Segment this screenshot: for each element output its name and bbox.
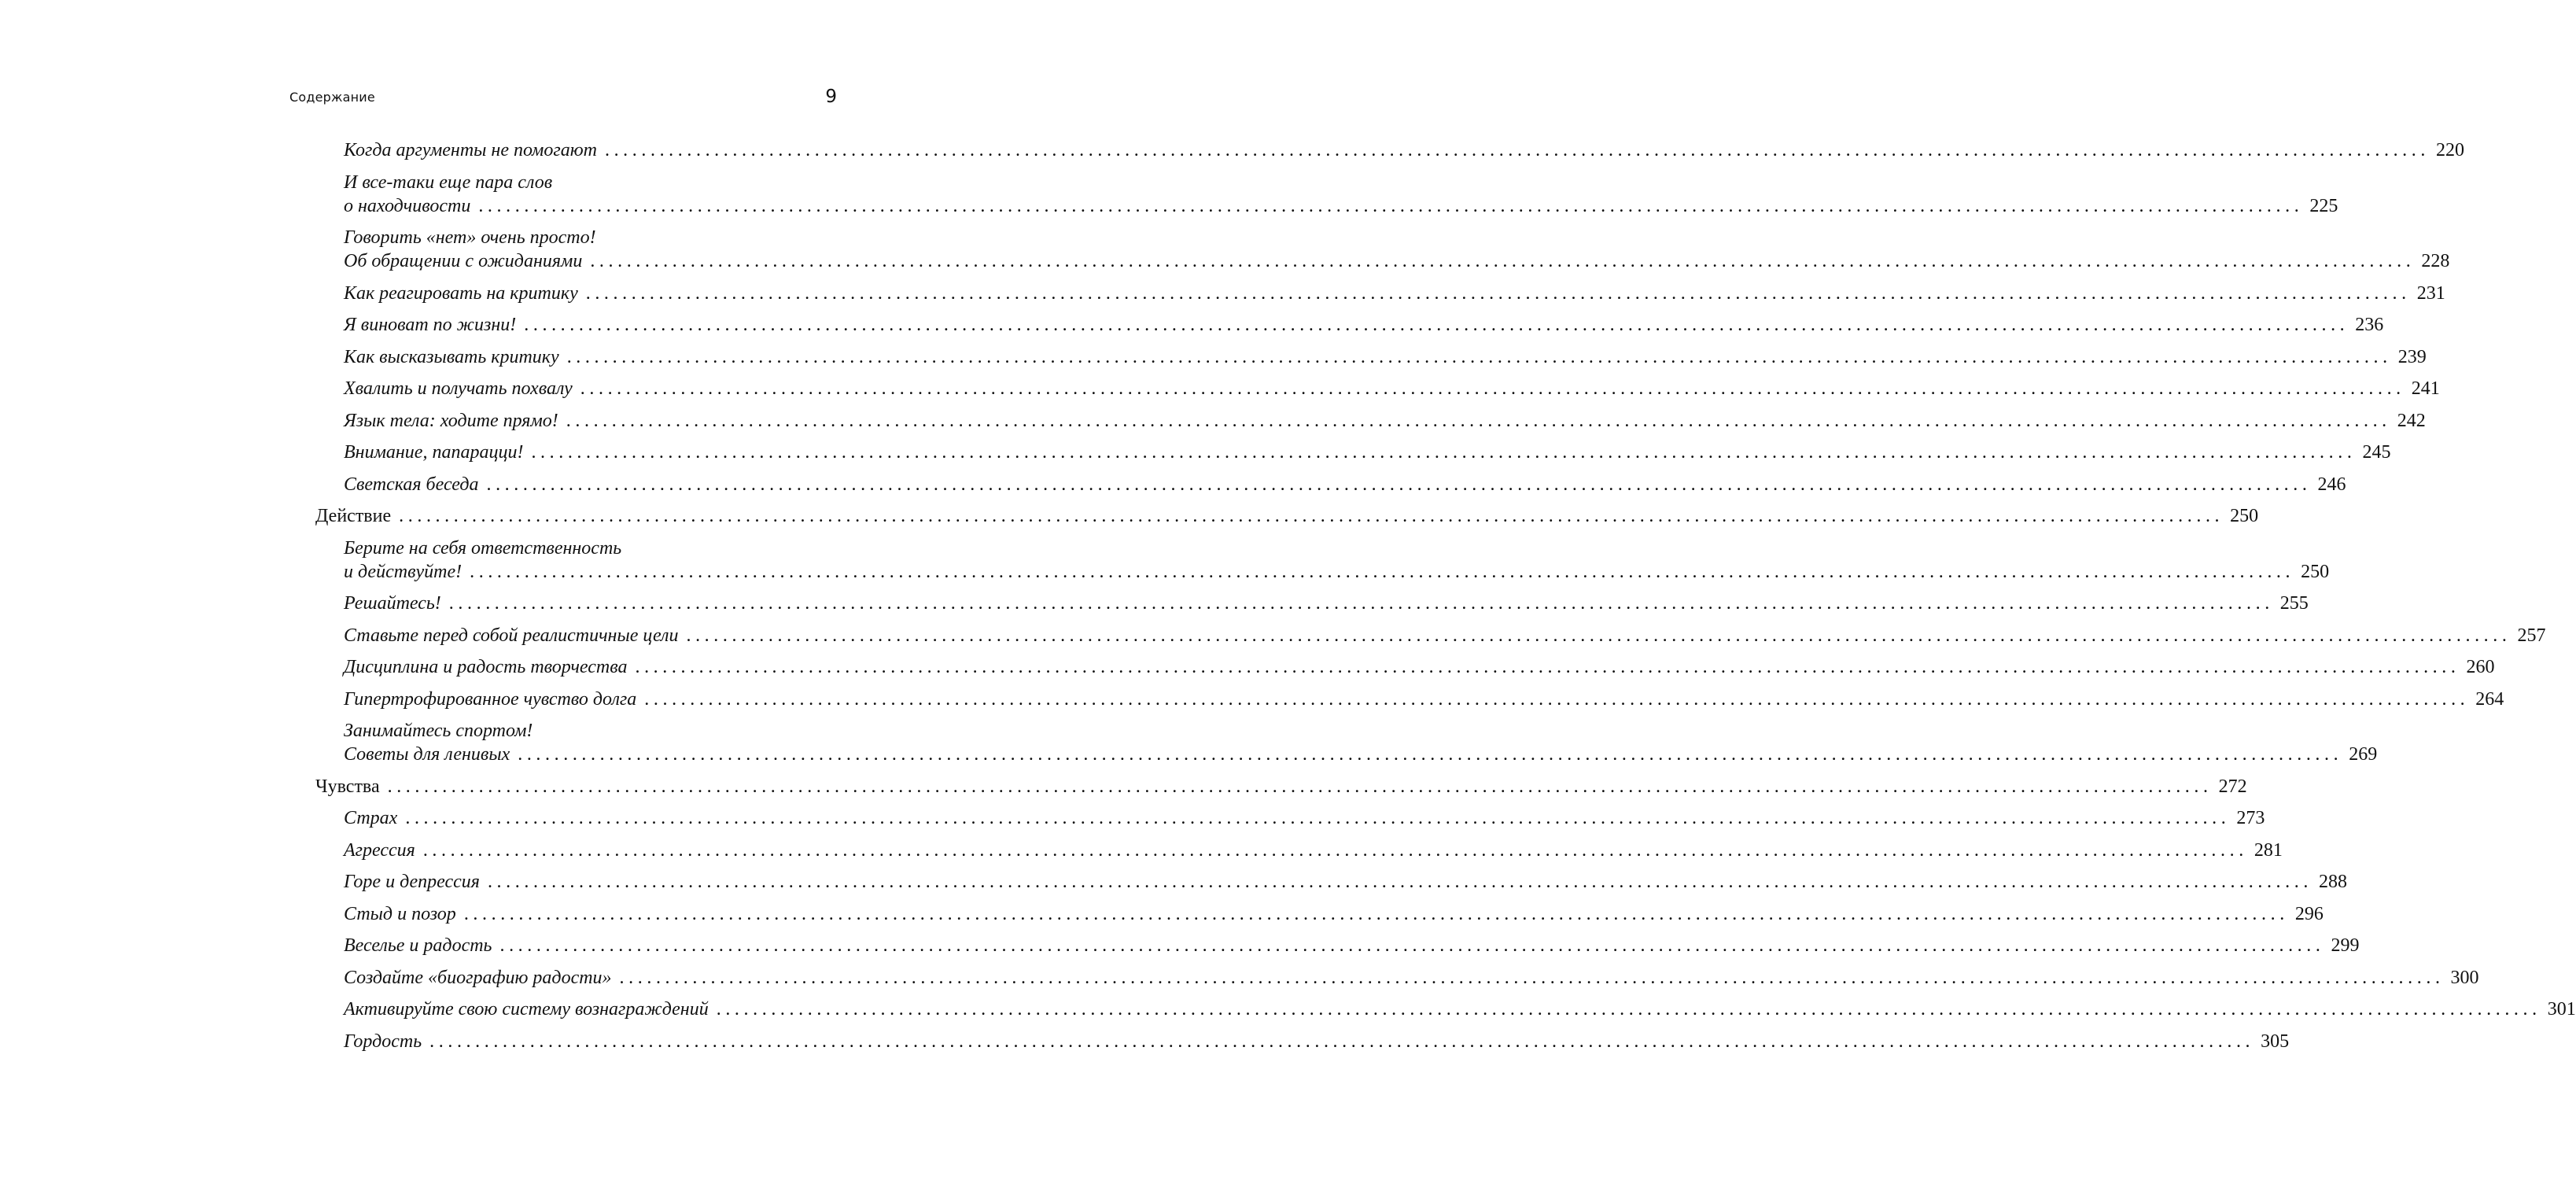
toc-entry-title: Горе и депрессия bbox=[344, 872, 480, 892]
toc-entry-title: Стыд и позор bbox=[344, 903, 456, 924]
dot-leader: ........................................................................................................................................................................................................ bbox=[486, 474, 2312, 495]
toc-entry bbox=[0, 473, 2346, 496]
toc-entry-page-number: 288 bbox=[2318, 872, 2347, 892]
toc-entry-page-number: 301 bbox=[2547, 999, 2576, 1020]
toc-entry-line bbox=[344, 688, 2504, 711]
toc-entry-title: Создайте «биографию радости» bbox=[344, 967, 612, 988]
toc-entry-line bbox=[344, 560, 2330, 584]
toc-entry-title: Когда аргументы не помогают bbox=[344, 140, 597, 160]
dot-leader: ........................................................................................................................................................................................................ bbox=[644, 688, 2470, 710]
dot-leader: ........................................................................................................................................................................................................ bbox=[566, 346, 2392, 367]
toc-entry bbox=[0, 313, 2384, 337]
toc-entry-line bbox=[344, 902, 2324, 926]
toc-entry bbox=[0, 1030, 2290, 1053]
toc-section-entry bbox=[0, 775, 2247, 798]
toc-entry-line bbox=[344, 624, 2546, 647]
toc-entry-line bbox=[344, 806, 2265, 830]
toc-entry-line bbox=[344, 282, 2445, 305]
toc-entry-line bbox=[344, 997, 2576, 1021]
toc-entry-line bbox=[344, 138, 2464, 162]
dot-leader: ........................................................................................................................................................................................................ bbox=[387, 776, 2213, 797]
toc-entry-page-number: 250 bbox=[2301, 561, 2330, 582]
toc-entry-title: Ставьте перед собой реалистичные цели bbox=[344, 625, 679, 646]
toc-entry bbox=[0, 138, 2464, 162]
dot-leader: ........................................................................................................................................................................................................ bbox=[566, 410, 2391, 431]
toc-entry-title: Активируйте свою систему вознаграждений bbox=[344, 999, 709, 1020]
toc-entry bbox=[0, 934, 2360, 957]
toc-entry bbox=[0, 441, 2391, 464]
toc-entry-title: Агрессия bbox=[344, 839, 415, 861]
dot-leader: ........................................................................................................................................................................................................ bbox=[405, 808, 2231, 828]
dot-leader: ........................................................................................................................................................................................................ bbox=[524, 315, 2349, 335]
toc-entry-title: Хвалить и получать похвалу bbox=[344, 378, 573, 399]
dot-leader: ........................................................................................................................................................................................................ bbox=[499, 935, 2325, 956]
dot-leader: ........................................................................................................................................................................................................ bbox=[463, 903, 2289, 924]
dot-leader: ........................................................................................................................................................................................................ bbox=[580, 378, 2405, 399]
toc-entry-page-number: 273 bbox=[2236, 808, 2265, 828]
toc-entry bbox=[0, 345, 2427, 369]
page-number: 9 bbox=[825, 87, 837, 107]
toc-entry bbox=[0, 655, 2495, 679]
toc-entry bbox=[0, 719, 2378, 766]
toc-entry-page-number: 269 bbox=[2349, 744, 2378, 765]
toc-entry-title: Страх bbox=[344, 808, 398, 828]
toc-entry-page-number: 239 bbox=[2397, 346, 2427, 367]
dot-leader: ........................................................................................................................................................................................................ bbox=[619, 967, 2445, 988]
dot-leader: ........................................................................................................................................................................................................ bbox=[585, 282, 2411, 304]
dot-leader: ........................................................................................................................................................................................................ bbox=[716, 999, 2541, 1020]
toc-entry-line bbox=[344, 592, 2309, 615]
toc-entry-title-line: Занимайтесь спортом! bbox=[344, 721, 533, 741]
toc-entry-line bbox=[344, 743, 2378, 766]
toc-entry-title: Чувства bbox=[315, 776, 380, 797]
toc-entry-page-number: 260 bbox=[2466, 657, 2495, 677]
dot-leader: ........................................................................................................................................................................................................ bbox=[429, 1031, 2255, 1052]
toc-entry-page-number: 272 bbox=[2218, 776, 2247, 797]
toc-entry bbox=[0, 688, 2504, 711]
dot-leader: ........................................................................................................................................................................................................ bbox=[635, 657, 2460, 677]
toc-entry bbox=[0, 226, 2450, 273]
toc-entry-title: Я виноват по жизни! bbox=[344, 315, 517, 335]
toc-entry-page-number: 231 bbox=[2416, 282, 2445, 304]
toc-entry-title: Об обращении с ожиданиями bbox=[344, 251, 583, 271]
toc-entry-line bbox=[344, 249, 2450, 273]
toc-entry-page-number: 220 bbox=[2435, 140, 2464, 160]
toc-entry-title: Внимание, папарацци! bbox=[344, 442, 524, 463]
toc-entry-line bbox=[344, 1030, 2290, 1053]
toc-entry-title: Светская беседа bbox=[344, 474, 479, 495]
toc-entry-line bbox=[344, 839, 2283, 862]
toc-entry bbox=[0, 537, 2330, 584]
toc-entry-line bbox=[344, 934, 2360, 957]
toc-entry bbox=[0, 966, 2479, 990]
dot-leader: ........................................................................................................................................................................................................ bbox=[478, 195, 2304, 216]
toc-entry bbox=[0, 839, 2283, 862]
toc-entry-page-number: 305 bbox=[2261, 1031, 2290, 1052]
dot-leader: ........................................................................................................................................................................................................ bbox=[590, 251, 2416, 271]
toc-entry-line bbox=[344, 194, 2338, 218]
toc-entry-title: Дисциплина и радость творчества bbox=[344, 657, 628, 677]
toc-entry-title: Как реагировать на критику bbox=[344, 282, 578, 304]
toc-entry-line bbox=[344, 313, 2384, 337]
toc-entry bbox=[0, 592, 2309, 615]
toc-entry bbox=[0, 870, 2347, 894]
toc-entry-title: и действуйте! bbox=[344, 561, 463, 582]
toc-entry-title: Гипертрофированное чувство долга bbox=[344, 688, 637, 710]
toc-entry-title: Действие bbox=[315, 506, 392, 526]
toc-entry bbox=[0, 409, 2426, 433]
toc-entry-line bbox=[315, 504, 2259, 528]
dot-leader: ........................................................................................................................................................................................................ bbox=[399, 506, 2224, 526]
toc-entry-page-number: 255 bbox=[2279, 593, 2309, 614]
toc-entry-line bbox=[344, 655, 2495, 679]
toc-entry-page-number: 281 bbox=[2254, 839, 2283, 861]
toc-entry-page-number: 300 bbox=[2450, 967, 2479, 988]
toc-section-entry bbox=[0, 504, 2259, 528]
toc-entry bbox=[0, 997, 2576, 1021]
toc-entry-line bbox=[315, 775, 2247, 798]
toc-entry-page-number: 241 bbox=[2411, 378, 2440, 399]
toc-entry-page-number: 299 bbox=[2331, 935, 2360, 956]
toc-entry-page-number: 257 bbox=[2517, 625, 2546, 646]
toc-entry-page-number: 245 bbox=[2362, 442, 2391, 463]
dot-leader: ........................................................................................................................................................................................................ bbox=[487, 872, 2313, 892]
toc-entry-title: Веселье и радость bbox=[344, 935, 492, 956]
toc-entry-title-line: Говорить «нет» очень просто! bbox=[344, 227, 596, 248]
toc-entry-title: Как высказывать критику bbox=[344, 346, 559, 367]
toc-entry-page-number: 236 bbox=[2355, 315, 2384, 335]
toc-entry-title: Язык тела: ходите прямо! bbox=[344, 410, 558, 431]
toc-entry-line bbox=[344, 409, 2426, 433]
dot-leader: ........................................................................................................................................................................................................ bbox=[448, 593, 2274, 614]
toc-entry-title: Решайтесь! bbox=[344, 593, 441, 614]
toc-entry-page-number: 250 bbox=[2230, 506, 2259, 526]
toc-entry-page-number: 296 bbox=[2294, 903, 2324, 924]
toc-entry-title-line: Берите на себя ответственность bbox=[344, 537, 622, 559]
dot-leader: ........................................................................................................................................................................................................ bbox=[686, 625, 2512, 646]
dot-leader: ........................................................................................................................................................................................................ bbox=[518, 744, 2343, 765]
toc-entry-title: о находчивости bbox=[344, 195, 471, 216]
toc-entry-line bbox=[344, 441, 2391, 464]
toc-entry bbox=[0, 624, 2546, 647]
dot-leader: ........................................................................................................................................................................................................ bbox=[604, 140, 2430, 160]
toc-entry-line bbox=[344, 345, 2427, 369]
toc-entry-title-line: И все-таки еще пара слов bbox=[344, 171, 553, 193]
toc-entry-page-number: 242 bbox=[2397, 410, 2426, 431]
toc-entry-page-number: 225 bbox=[2309, 195, 2338, 216]
toc-entry-page-number: 264 bbox=[2475, 688, 2504, 710]
toc-entry-page-number: 246 bbox=[2317, 474, 2346, 495]
toc-entry-line bbox=[344, 473, 2346, 496]
dot-leader: ........................................................................................................................................................................................................ bbox=[422, 839, 2248, 861]
toc-entry-page-number: 228 bbox=[2421, 251, 2450, 271]
toc-entry-title: Советы для ленивых bbox=[344, 744, 510, 765]
toc-entry-line bbox=[344, 377, 2440, 400]
toc-entry-line bbox=[344, 966, 2479, 990]
toc-entry bbox=[0, 282, 2445, 305]
toc-entry-line bbox=[344, 870, 2347, 894]
dot-leader: ........................................................................................................................................................................................................ bbox=[531, 442, 2357, 463]
toc-entry bbox=[0, 806, 2265, 830]
toc-entry bbox=[0, 171, 2338, 218]
toc-entry-title: Гордость bbox=[344, 1031, 422, 1052]
running-head: Содержание bbox=[289, 90, 375, 105]
toc-entry bbox=[0, 902, 2324, 926]
toc-entry bbox=[0, 377, 2440, 400]
dot-leader: ........................................................................................................................................................................................................ bbox=[470, 561, 2295, 582]
